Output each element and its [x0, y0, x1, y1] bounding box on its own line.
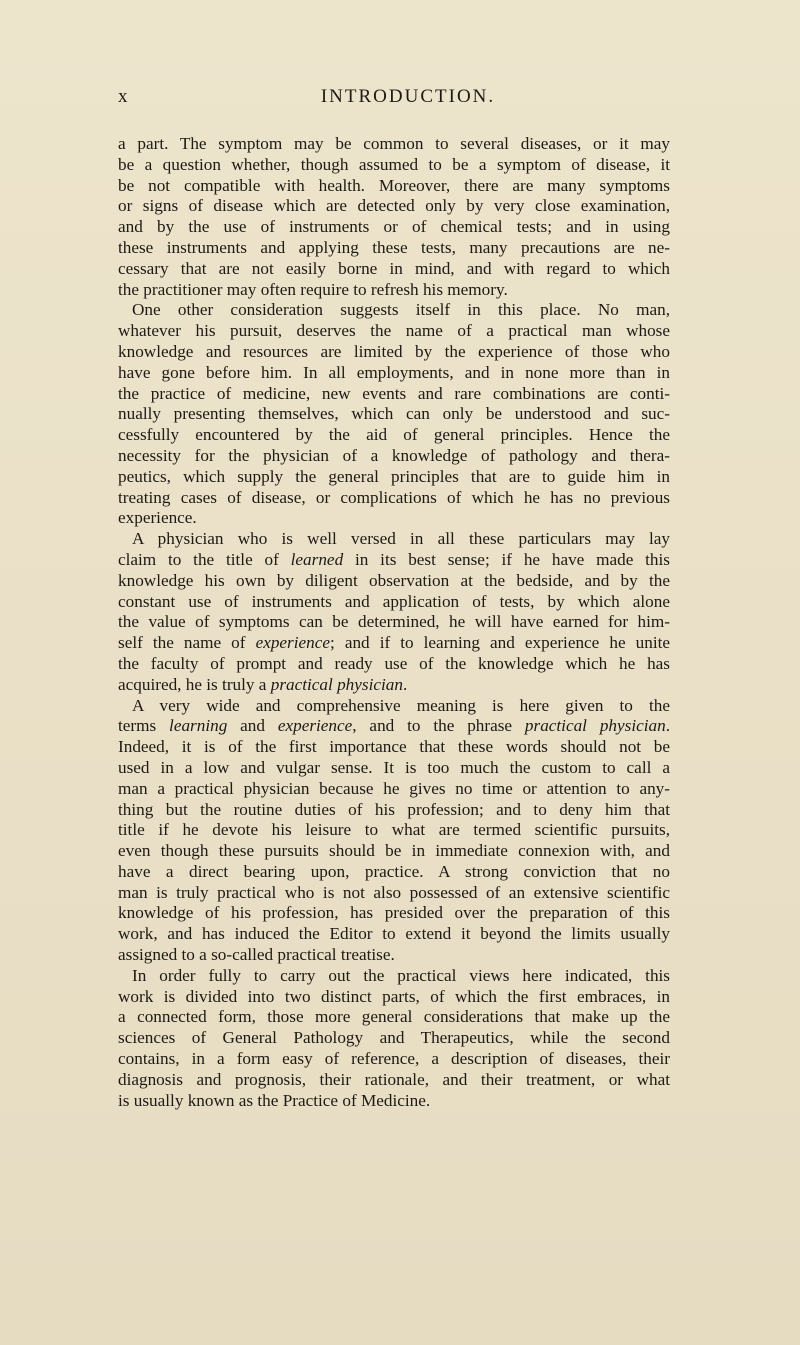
text-line: A physician who is well versed in all these particulars may lay [132, 529, 670, 549]
text-line: peutics, which supply the general principles that are to guide him in [118, 466, 670, 486]
text-line: In order fully to carry out the practical views here indicated, this [132, 965, 670, 985]
text-line: even though these pursuits should be in immediate connexion with, and [118, 841, 670, 861]
text-line: be not compatible with health. Moreover, there are many symptoms [118, 175, 670, 195]
text-line: claim to the title of learned in its best sense; if he have made this [118, 549, 670, 569]
text-line: knowledge his own by diligent observation at the bedside, and by the [118, 570, 670, 590]
text-line: a connected form, those more general considerations that make up the [118, 1007, 670, 1027]
text-line: whatever his pursuit, deserves the name of a practical man whose [118, 321, 670, 341]
text-line: treating cases of disease, or complications of which he has no previous [118, 487, 670, 507]
text-line: is usually known as the Practice of Medicine. [118, 1090, 431, 1110]
running-title: INTRODUCTION. [320, 86, 496, 107]
text-line: the practice of medicine, new events and rare combinations are conti- [118, 383, 670, 403]
text-line: have a direct bearing upon, practice. A strong conviction that no [118, 861, 670, 881]
text-line: man is truly practical who is not also possessed of an extensive scientific [118, 882, 670, 902]
text-line: sciences of General Pathology and Therapeutics, while the second [118, 1028, 670, 1048]
text-line: have gone before him. In all employments, and in none more than in [118, 362, 670, 382]
text-line: the value of symptoms can be determined, he will have earned for him- [118, 612, 670, 632]
text-line: cessary that are not easily borne in mind, and with regard to which [118, 258, 670, 278]
text-line: acquired, he is truly a practical physician. [118, 674, 408, 694]
text-line: a part. The symptom may be common to several diseases, or it may [118, 134, 670, 153]
text-line: experience. [118, 508, 197, 528]
text-line: the practitioner may often require to refresh his memory. [118, 279, 508, 299]
text-line: title if he devote his leisure to what are termed scientific pursuits, [118, 820, 670, 840]
text-line: knowledge of his profession, has presided over the preparation of this [118, 903, 670, 923]
text-line: be a question whether, though assumed to be a symptom of disease, it [118, 154, 670, 174]
text-line: knowledge and resources are limited by the experience of those who [118, 341, 670, 361]
text-line: terms learning and experience, and to the phrase practical physician. [118, 716, 670, 736]
page-header [118, 86, 678, 112]
body-text [118, 134, 670, 1111]
text-line: nually presenting themselves, which can only be understood and suc- [118, 404, 670, 424]
text-line: cessfully encountered by the aid of general principles. Hence the [118, 425, 670, 445]
text-line: these instruments and applying these tests, many precautions are ne- [118, 237, 670, 257]
text-line: thing but the routine duties of his profession; and to deny him that [118, 799, 670, 819]
text-line: man a practical physician because he gives no time or attention to any- [118, 778, 670, 798]
text-line: work is divided into two distinct parts, of which the first embraces, in [118, 986, 670, 1006]
text-line: necessity for the physician of a knowledge of pathology and thera- [118, 445, 670, 465]
text-line: and by the use of instruments or of chemical tests; and in using [118, 217, 670, 237]
text-line: A very wide and comprehensive meaning is here given to the [132, 695, 670, 715]
text-line: constant use of instruments and application of tests, by which alone [118, 591, 670, 611]
text-line: One other consideration suggests itself in this place. No man, [132, 300, 670, 320]
text-line: Indeed, it is of the first importance that these words should not be [118, 737, 670, 757]
text-line: work, and has induced the Editor to extend it beyond the limits usually [118, 924, 670, 944]
text-line: the faculty of prompt and ready use of the knowledge which he has [118, 653, 670, 673]
text-line: self the name of experience; and if to learning and experience he unite [118, 633, 670, 653]
text-line: used in a low and vulgar sense. It is too much the custom to call a [118, 757, 670, 777]
page-number: x [118, 86, 129, 107]
text-line: or signs of disease which are detected only by very close examination, [118, 196, 670, 216]
text-line: diagnosis and prognosis, their rationale, and their treatment, or what [118, 1069, 670, 1089]
text-line: assigned to a so-called practical treatise. [118, 945, 395, 965]
text-line: contains, in a form easy of reference, a description of diseases, their [118, 1049, 670, 1069]
